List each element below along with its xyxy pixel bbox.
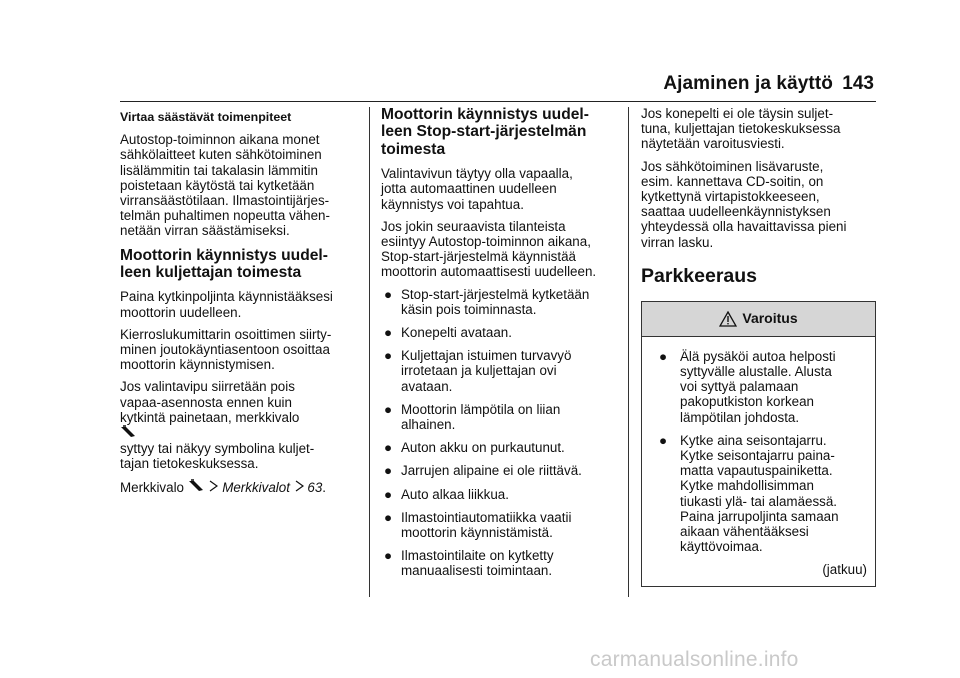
ref-page-number[interactable]: 63 <box>307 479 323 495</box>
list-item <box>381 348 621 394</box>
list-item <box>381 548 621 578</box>
list-item-text: Konepelti avataan. <box>401 325 512 341</box>
list-item-text: Auton akku on purkautunut. <box>401 440 565 456</box>
cross-reference <box>120 479 360 495</box>
bullet: ● <box>384 401 393 417</box>
paragraph: Autostop-toiminnon aikana monet sähkölaitteet kuten sähkötoiminen lisälämmitin tai takalasin lämmitin poistetaan käytöstä tai kytketään virransäästötilaan. Ilmastointijärjes- telmän puhaltimen nopeutta vähen- netään virran säästämiseksi. <box>120 132 330 239</box>
list-item-text: Stop-start-järjestelmä kytketään käsin pois toiminnasta. <box>401 286 590 317</box>
section-heading-auto-restart: Moottorin käynnistys uudel- leen Stop-start-järjestelmän toimesta <box>381 106 589 158</box>
ref-label: Merkkivalo <box>120 479 184 495</box>
ref-link-indicators[interactable]: Merkkivalot <box>222 479 290 495</box>
list-item <box>381 287 621 317</box>
list-item-text: Auto alkaa liikkua. <box>401 486 509 502</box>
page-number: 143 <box>842 73 874 94</box>
header-rule <box>120 101 876 102</box>
warning-header <box>642 302 875 337</box>
list-item <box>381 440 621 455</box>
warning-box <box>641 301 876 587</box>
paragraph: Valintavivun täytyy olla vapaalla, jotta automaattinen uudelleen käynnistys voi tapahtua. <box>381 166 573 212</box>
list-item-text: Jarrujen alipaine ei ole riittävä. <box>401 463 582 479</box>
restart-conditions-list <box>381 287 621 579</box>
column-2 <box>381 106 621 587</box>
column-1 <box>120 106 360 502</box>
bullet: ● <box>659 432 668 448</box>
watermark: carmanualsonline.info <box>590 648 799 671</box>
column-divider <box>628 107 629 597</box>
list-item-text: Moottorin lämpötila on liian alhainen. <box>401 401 561 433</box>
list-item <box>381 402 621 432</box>
column-divider <box>369 107 370 597</box>
list-item-text: Ilmastointiautomatiikka vaatii moottorin käynnistämistä. <box>401 509 572 541</box>
paragraph: Jos sähkötoiminen lisävaruste, esim. kannettava CD-soitin, on kytkettynä virtapistokkeeseen, saattaa uudelleenkäynnistyksen yhteydessä olla havaittavissa pieni virran lasku. <box>641 158 847 250</box>
list-item <box>656 433 867 555</box>
bullet: ● <box>384 286 393 302</box>
paragraph <box>120 379 360 471</box>
list-item <box>381 463 621 478</box>
paragraph-text: syttyy tai näkyy symbolina kuljet- tajan tietokeskuksessa. <box>120 441 315 472</box>
paragraph: Jos konepelti ei ole täysin suljet- tuna, kuljettajan tietokeskuksessa näytetään varoitusviesti. <box>641 106 841 152</box>
autostop-indicator-icon <box>120 425 137 438</box>
list-item <box>381 325 621 340</box>
bullet: ● <box>384 348 393 364</box>
page-header <box>0 71 960 101</box>
paragraph: Jos jokin seuraavista tilanteista esiintyy Autostop-toiminnon aikana, Stop-start-järjestelmä käynnistää moottorin automaattisesti uudelleen. <box>381 218 597 280</box>
column-3 <box>641 106 876 587</box>
bullet: ● <box>384 486 393 502</box>
list-item-text: Kytke aina seisontajarru. Kytke seisontajarru paina- matta vapautuspainiketta. Kytke mahdollisimman tiukasti ylä- tai alamäessä. Paina jarrupoljinta samaan aikaan vähentääksesi käyttövoimaa. <box>680 432 839 555</box>
continued-label: (jatkuu) <box>822 562 867 578</box>
autostop-indicator-icon <box>188 479 205 492</box>
section-heading-driver-restart: Moottorin käynnistys uudel- leen kuljettajan toimesta <box>120 246 328 282</box>
list-item-text: Kuljettajan istuimen turvavyö irrotetaan ja kuljettajan ovi avataan. <box>401 348 572 394</box>
bullet: ● <box>384 440 393 456</box>
page-reference-icon <box>208 480 218 492</box>
ref-end: . <box>322 479 327 495</box>
bullet: ● <box>384 509 393 525</box>
bullet: ● <box>384 325 393 341</box>
warning-title: Varoitus <box>742 310 798 327</box>
bullet: ● <box>384 463 393 479</box>
bullet: ● <box>384 548 393 564</box>
bullet: ● <box>659 348 668 364</box>
paragraph: Paina kytkinpoljinta käynnistääksesi moottorin uudelleen. <box>120 289 333 320</box>
list-item <box>381 510 621 540</box>
section-heading-parking: Parkkeeraus <box>641 264 758 287</box>
chapter-title: Ajaminen ja käyttö <box>663 73 833 94</box>
list-item-text: Älä pysäköi autoa helposti syttyvälle alustalle. Alusta voi syttyä palamaan pakoputkiston korkean lämpötilan johdosta. <box>680 348 836 425</box>
warning-list <box>656 349 867 555</box>
list-item <box>381 487 621 502</box>
paragraph-text: Jos valintavipu siirretään pois vapaa-asennosta ennen kuin kytkintä painetaan, merkkivalo <box>120 379 300 425</box>
warning-icon <box>719 311 737 327</box>
subheading-energy-saving: Virtaa säästävät toimenpiteet <box>120 110 292 124</box>
warning-body <box>642 337 875 586</box>
paragraph: Kierroslukumittarin osoittimen siirty- minen joutokäyntiasentoon osoittaa moottorin käynnistymisen. <box>120 326 332 373</box>
list-item <box>656 349 867 425</box>
page-reference-icon <box>294 480 304 492</box>
list-item-text: Ilmastointilaite on kytketty manuaalisesti toimintaan. <box>401 548 554 579</box>
